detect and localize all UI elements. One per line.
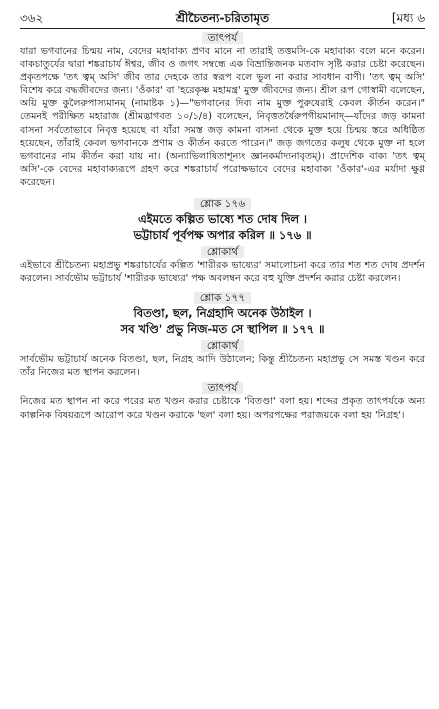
page-content: [20, 31, 425, 422]
paragraph: সার্বভৌম ভট্টাচার্য অনেক বিতণ্ডা, ছল, নিগ্রহ আদি উঠালেন; কিন্তু শ্রীচৈতন্য মহাপ্রভু সে সমস্ত খণ্ডন করে তাঁর নিজের মত স্থাপন করলেন।: [20, 354, 425, 379]
spacer: [20, 189, 425, 195]
block-label: [20, 197, 425, 211]
block-label-text: তাৎপর্য: [202, 32, 244, 44]
block-label: [20, 381, 425, 395]
page-number: ৩৬২: [20, 11, 44, 25]
running-header: [20, 6, 425, 26]
block-label: [20, 291, 425, 305]
verse-line: এইমতে কল্পিত ভাষ্যে শত দোষ দিল ।: [138, 212, 307, 227]
block-label: [20, 339, 425, 353]
paragraph: নিজের মত স্থাপন না করে পরের মত খণ্ডন করার চেষ্টাকে 'বিতণ্ডা' বলা হয়। শব্দের প্রকৃত তাৎপর্যকে অন্য কাল্পনিক বিষয়রূপে আরোপ করে খণ্ডন করাকে 'ছল' বলা হয়। অপরপক্ষের পরাজয়কে বলা হয় 'নিগ্রহ'।: [20, 396, 425, 421]
paragraph: এইভাবে শ্রীচৈতন্য মহাপ্রভু শঙ্করাচার্যের কল্পিত 'শারীরক ভাষ্যের' সমালোচনা করে তার শত শত দোষ প্রদর্শন করলেন। সার্বভৌম ভট্টাচার্য 'শারীরক ভাষ্যের' পক্ষ অবলম্বন করে বহু যুক্তি প্রদর্শন করার চেষ্টা করলেন।: [20, 260, 425, 285]
spacer: [20, 285, 425, 289]
block-label: [20, 245, 425, 259]
section-marker: [মধ্য ৬: [391, 11, 425, 25]
block-label-text: শ্লোকার্থ: [201, 340, 244, 352]
block-label-text: শ্লোক ১৭৭: [194, 292, 251, 304]
book-title: শ্রীচৈতন্য-চরিতামৃত: [175, 11, 270, 25]
verse-line: সব খণ্ডি' প্রভু নিজ-মত সে স্থাপিল ॥ ১৭৭ ॥: [120, 322, 325, 337]
block-label-text: শ্লোকার্থ: [201, 246, 244, 258]
verse-line: ভট্টাচার্য পূর্বপক্ষ অপার করিল ॥ ১৭৬ ॥: [133, 228, 312, 243]
verse-line: বিতণ্ডা, ছল, নিগ্রহাদি অনেক উঠাইল ।: [133, 306, 312, 321]
block-label-text: তাৎপর্য: [202, 382, 244, 394]
block-label: [20, 31, 425, 45]
block-label-text: শ্লোক ১৭৬: [194, 198, 251, 210]
paragraph: যারা ভগবানের চিন্ময় নাম, বেদের মহাবাক্য প্রণব মানে না তারাই তত্তমসি-কে মহাবাক্য বলে মনে করেন। বাকচাতুর্যের দ্বারা শঙ্করাচার্য ঈশ্বর, জীব ও জগৎ সম্বন্ধে এক বিভ্রান্তিজনক মতবাদ সৃষ্টি করার চেষ্টা করেছেন। প্রকৃতপক্ষে 'তৎ ত্বম্ অসি' জীব তার দেহকে তার স্বরূপ বলে ভুল না করার সাবধান বাণী। 'তৎ ত্বম্ অসি' বিশেষ করে বদ্ধজীবদের জন্য। 'ওঁকার' বা 'হরেকৃষ্ণ মহামন্ত্র' মুক্ত জীবদের জন্য। শ্রীল রূপ গোস্বামী বলেছেন, অয়ি মুক্ত কুলৈরুপাস্যমানম্ (নামাষ্টক ১)—"ভগবানের দিব্য নাম মুক্ত পুরুষেরাই কেবল কীর্তন করেন।" তেমনই পরীক্ষিত মহারাজ (শ্রীমদ্ভাগবত ১০/১/৪) বলেছেন, নিবৃত্ততর্ষৈরুপগীয়মানাদ্—যাঁদের জড় কামনা বাসনা সর্বতোভাবে নিবৃত্ত হয়েছে বা যাঁরা সমস্ত জড় কামনা বাসনা থেকে মুক্ত হয়ে চিন্ময় স্তরে অধিষ্ঠিত হয়েছেন, তাঁরাই কেবল ভগবানকে প্রণাম ও কীর্তন করতে পারেন।" জড় জগতের কলুষ থেকে মুক্ত না হলে ভগবানের নাম কীর্তন করা যায় না। (অন্যাভিলাষিতাশূন্যং জ্ঞানকর্মাদ্যনাবৃতম্)। প্রাদেশিক বাক্য 'তৎ ত্বম্ অসি'-কে বেদের মহাবাক্যরূপে গ্রহণ করে শঙ্করাচার্য পরোক্ষভাবে বেদের মহাবাক্য 'ওঁকার'-এর মর্যাদা ক্ষুণ্ণ করেছেন।: [20, 46, 425, 188]
